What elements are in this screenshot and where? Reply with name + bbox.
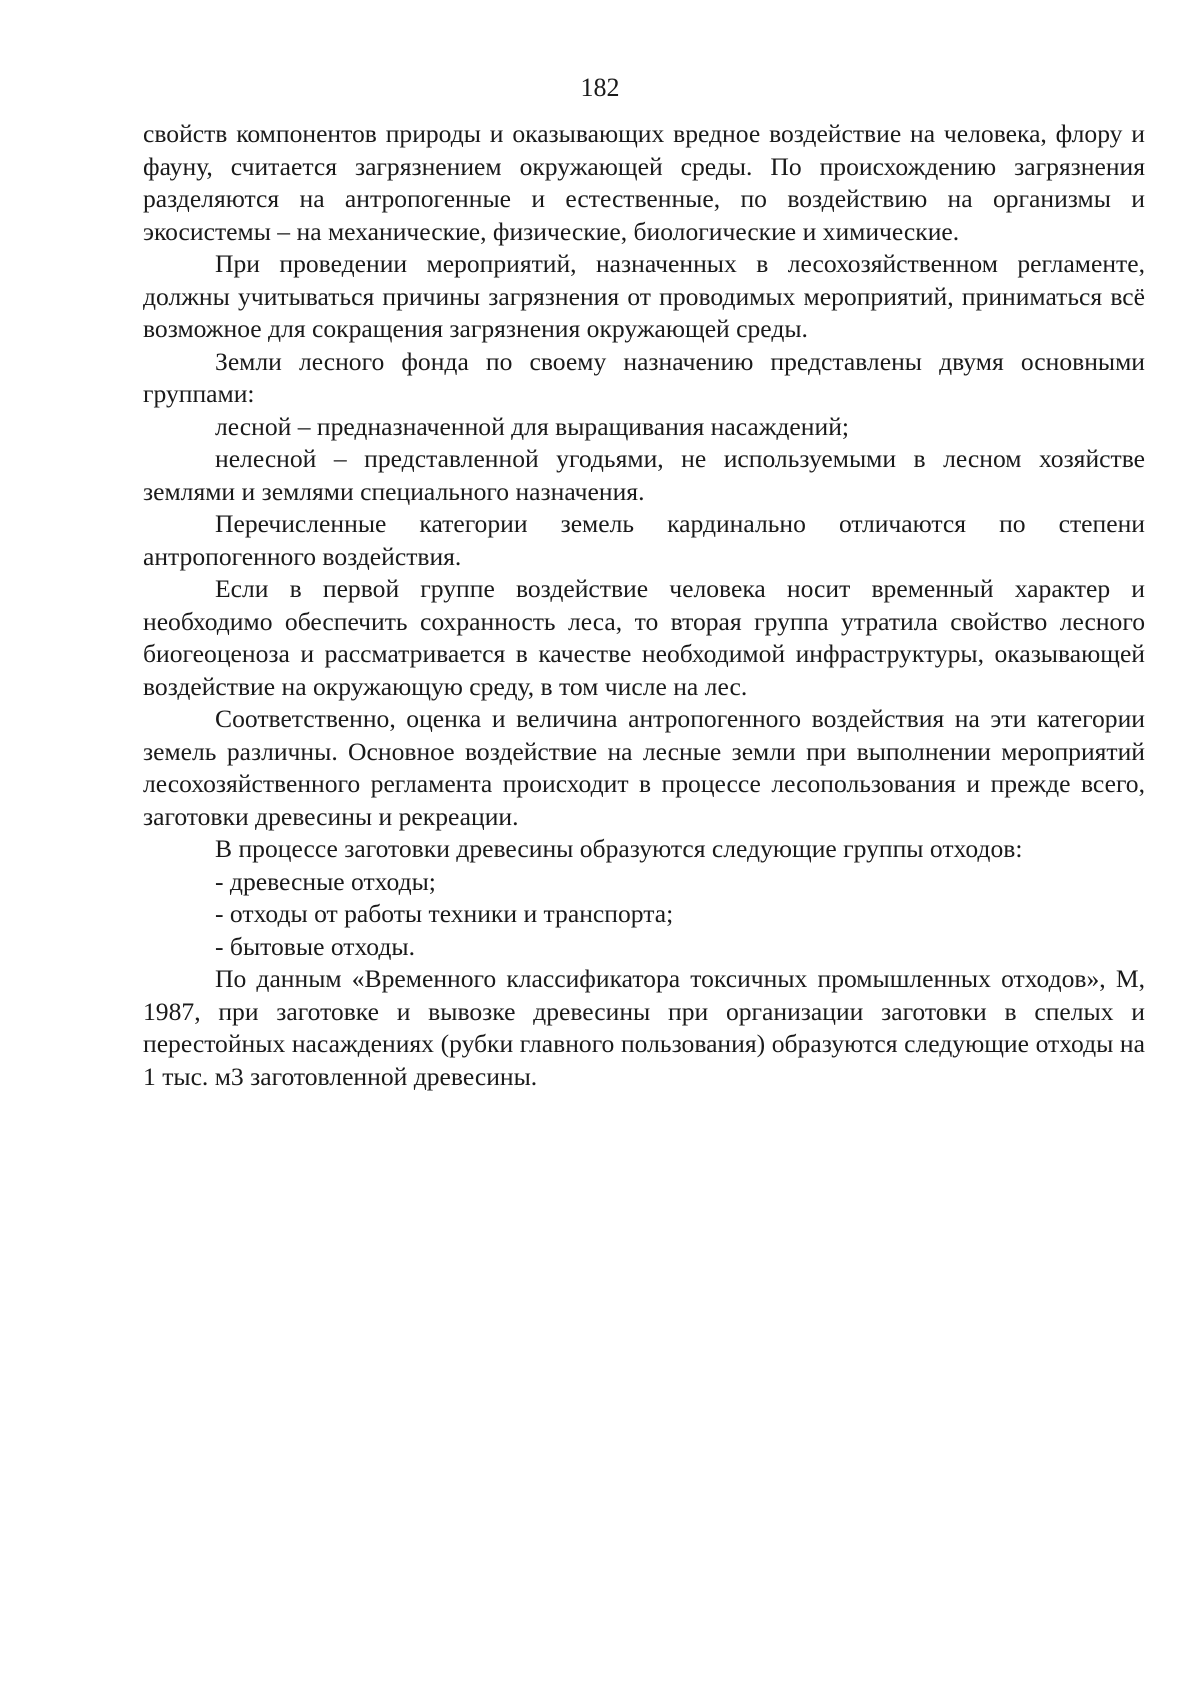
paragraph-measures: При проведении мероприятий, назначенных в лесохозяйственном регламенте, должны учитываться причины загрязнения от проводимых мероприятий, приниматься всё возможное для сокращения загрязнения окружающей среды. <box>143 249 1145 343</box>
paragraph-classifier: По данным «Временного классификатора токсичных промышленных отходов», М, 1987, при заготовке и вывозке древесины при организации заготовки в спелых и перестойных насаждениях (рубки главного пользования) образуются следующие отходы на 1 тыс. м3 заготовленной древесины. <box>143 964 1145 1091</box>
list-item-forest: лесной – предназначенной для выращивания насаждений; <box>215 411 849 441</box>
list-item-nonforest: нелесной – представленной угодьями, не используемыми в лесном хозяйстве землями и землями специального назначения. <box>143 444 1145 506</box>
list-item-wood-waste: - древесные отходы; <box>215 866 436 896</box>
body-text <box>143 118 1145 1093</box>
paragraph-first-group: Если в первой группе воздействие человека носит временный характер и необходимо обеспечить сохранность леса, то вторая группа утратила свойство лесного биогеоценоза и рассматривается в качестве необходимой инфраструктуры, оказывающей воздействие на окружающую среду, в том числе на лес. <box>143 574 1145 701</box>
list-item-machinery-waste: - отходы от работы техники и транспорта; <box>215 899 674 928</box>
list-item-household-waste: - бытовые отходы. <box>215 931 415 961</box>
paragraph-categories: Перечисленные категории земель кардинально отличаются по степени антропогенного воздействия. <box>143 509 1145 571</box>
paragraph-land-groups: Земли лесного фонда по своему назначению представлены двумя основными группами: <box>143 346 1145 408</box>
page-number: 182 <box>580 73 620 102</box>
paragraph-waste-groups: В процессе заготовки древесины образуются следующие группы отходов: <box>215 834 1023 863</box>
paragraph-continuation: свойств компонентов природы и оказывающих вредное воздействие на человека, флору и фауну, считается загрязнением окружающей среды. По происхождению загрязнения разделяются на антропогенные и естественные, по воздействию на организмы и экосистемы – на механические, физические, биологические и химические. <box>143 119 1145 246</box>
paragraph-assessment: Соответственно, оценка и величина антропогенного воздействия на эти категории земель различны. Основное воздействие на лесные земли при выполнении мероприятий лесохозяйственного регламента происходит в процессе лесопользования и прежде всего, заготовки древесины и рекреации. <box>143 704 1145 831</box>
